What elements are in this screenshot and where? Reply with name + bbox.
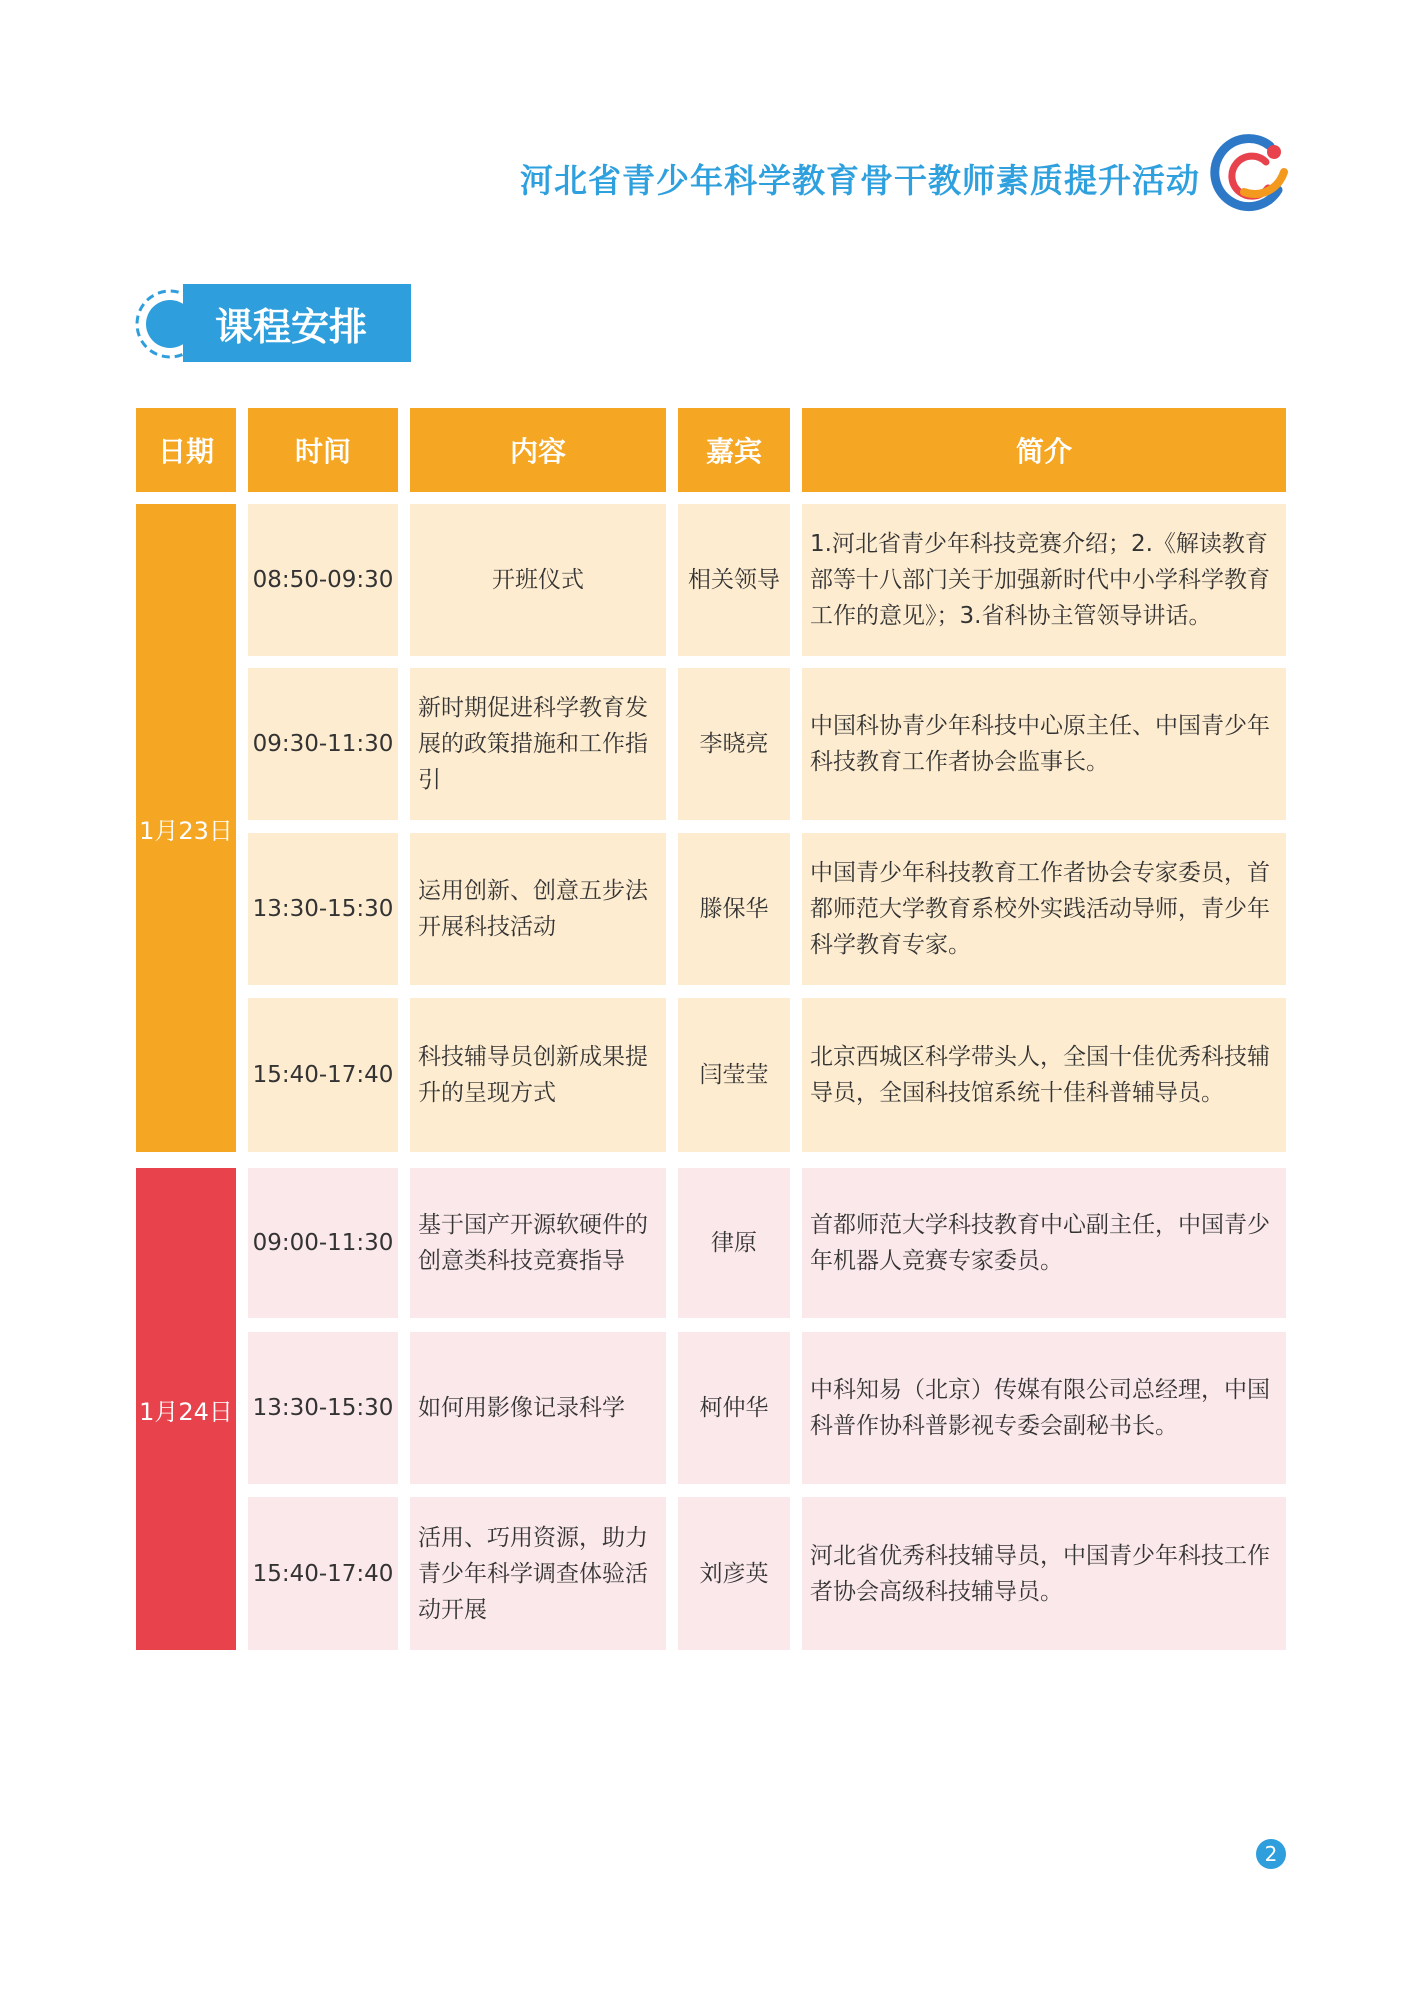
col-header-intro: 简介 <box>802 408 1286 492</box>
table-cell-guest: 柯仲华 <box>678 1332 790 1484</box>
section-title: 课程安排 <box>183 284 411 362</box>
date-cell-day1: 1月23日 <box>136 504 236 1152</box>
table-cell-intro: 中国青少年科技教育工作者协会专家委员，首都师范大学教育系校外实践活动导师，青少年科学教育专家。 <box>802 833 1286 985</box>
table-cell-time: 15:40-17:40 <box>248 998 398 1152</box>
date-cell-day2: 1月24日 <box>136 1168 236 1650</box>
col-header-time: 时间 <box>248 408 398 492</box>
table-cell-content: 运用创新、创意五步法开展科技活动 <box>410 833 666 985</box>
table-cell-content: 新时期促进科学教育发展的政策措施和工作指引 <box>410 668 666 820</box>
table-cell-intro: 河北省优秀科技辅导员，中国青少年科技工作者协会高级科技辅导员。 <box>802 1497 1286 1650</box>
col-header-content: 内容 <box>410 408 666 492</box>
table-cell-content: 开班仪式 <box>410 504 666 656</box>
table-cell-guest: 律原 <box>678 1168 790 1318</box>
table-cell-time: 13:30-15:30 <box>248 1332 398 1484</box>
table-cell-content: 科技辅导员创新成果提升的呈现方式 <box>410 998 666 1152</box>
table-cell-time: 08:50-09:30 <box>248 504 398 656</box>
table-cell-intro: 首都师范大学科技教育中心副主任，中国青少年机器人竞赛专家委员。 <box>802 1168 1286 1318</box>
table-cell-time: 13:30-15:30 <box>248 833 398 985</box>
table-cell-time: 15:40-17:40 <box>248 1497 398 1650</box>
table-cell-guest: 李晓亮 <box>678 668 790 820</box>
table-cell-guest: 刘彦英 <box>678 1497 790 1650</box>
table-cell-intro: 中科知易（北京）传媒有限公司总经理，中国科普作协科普影视专委会副秘书长。 <box>802 1332 1286 1484</box>
table-cell-content: 基于国产开源软硬件的创意类科技竞赛指导 <box>410 1168 666 1318</box>
table-cell-guest: 闫莹莹 <box>678 998 790 1152</box>
document-header-title: 河北省青少年科学教育骨干教师素质提升活动 <box>520 160 1200 200</box>
table-cell-content: 活用、巧用资源，助力青少年科学调查体验活动开展 <box>410 1497 666 1650</box>
table-cell-guest: 滕保华 <box>678 833 790 985</box>
orbit-logo-icon <box>1208 132 1292 216</box>
table-cell-guest: 相关领导 <box>678 504 790 656</box>
table-cell-content: 如何用影像记录科学 <box>410 1332 666 1484</box>
table-cell-time: 09:30-11:30 <box>248 668 398 820</box>
table-cell-intro: 中国科协青少年科技中心原主任、中国青少年科技教育工作者协会监事长。 <box>802 668 1286 820</box>
table-cell-intro: 北京西城区科学带头人，全国十佳优秀科技辅导员，全国科技馆系统十佳科普辅导员。 <box>802 998 1286 1152</box>
table-cell-intro: 1.河北省青少年科技竞赛介绍；2.《解读教育部等十八部门关于加强新时代中小学科学教育工作的意见》；3.省科协主管领导讲话。 <box>802 504 1286 656</box>
table-cell-time: 09:00-11:30 <box>248 1168 398 1318</box>
col-header-guest: 嘉宾 <box>678 408 790 492</box>
col-header-date: 日期 <box>136 408 236 492</box>
page-number-badge: 2 <box>1256 1839 1286 1869</box>
